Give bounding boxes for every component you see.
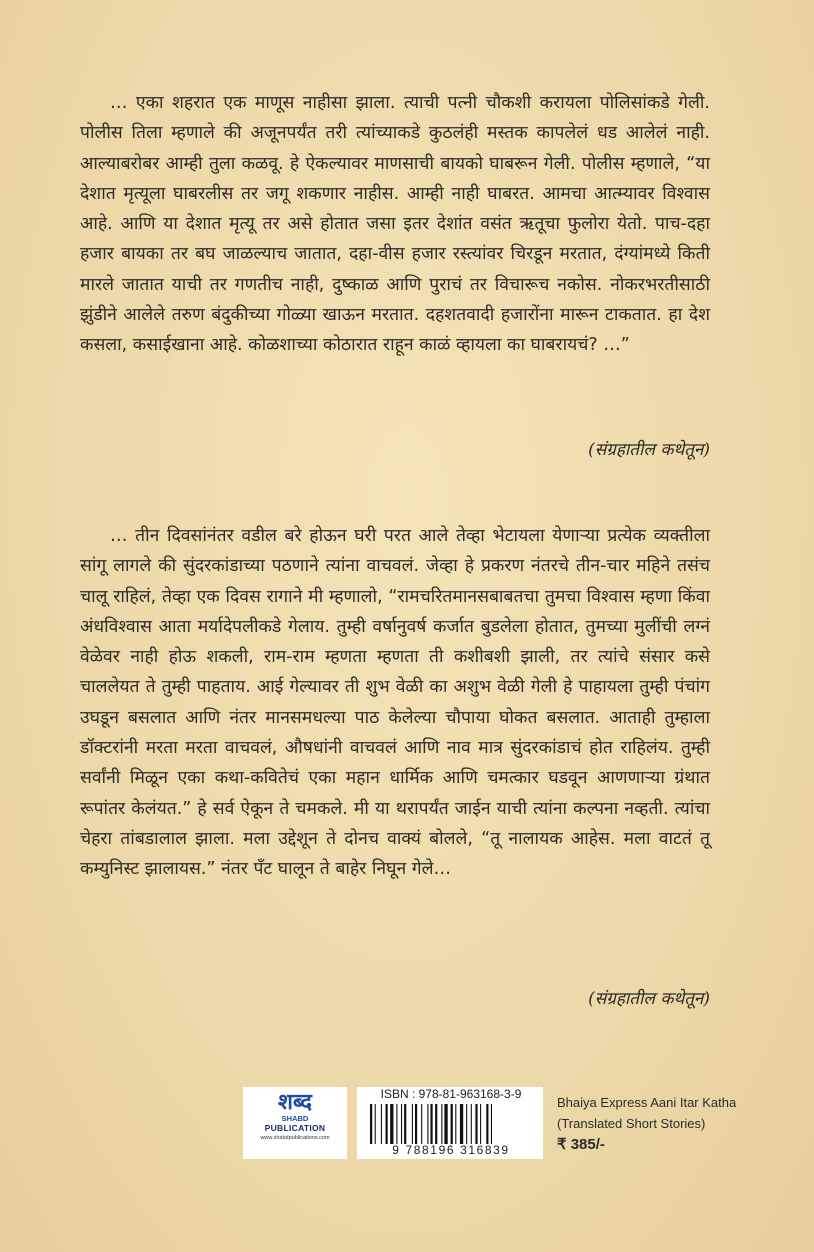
- isbn-barcode: [357, 1087, 543, 1159]
- publisher-logo-glyph: शब्द: [278, 1089, 312, 1115]
- story-excerpt-2: [80, 521, 710, 885]
- barcode-bars-icon: [370, 1104, 530, 1144]
- excerpt-text: … तीन दिवसांनंतर वडील बरे होऊन घरी परत आले तेव्हा भेटायला येणाऱ्या प्रत्येक व्यक्तीला सांगू लागले की सुंदरकांडाच्या पठणाने त्यांना वाचवलं. जेव्हा हे प्रकरण नंतरचे तीन-चार महिने तसंच चालू राहिलं, तेव्हा एक दिवस रागाने मी म्हणालो, “रामचरितमानसबाबतचा तुमचा विश्वास म्हणा किंवा अंधविश्वास आता मर्यादेपलीकडे गेलाय. तुम्ही वर्षानुवर्ष कर्जात बुडलेला होतात, तुमच्या मुलींची लग्नं वेळेवर नाही होऊ शकली, राम-राम म्हणता म्हणता ती कशीबशी झाली, तर त्यांचे संसार कसे चाललेयत ते तुम्ही पाहताय. आई गेल्यावर ती शुभ वेळी का अशुभ वेळी गेली हे पाहायला तुम्ही पंचांग उघडून बसलात आणि नंतर मानसमधल्या पाठ केलेल्या चौपाया घोकत बसलात. आताही तुम्हाला डॉक्टरांनी मरता मरता वाचवलं, औषधांनी वाचवलं आणि नाव मात्र सुंदरकांडाचं होत राहिलंय. तुम्ही सर्वांनी मिळून एका कथा-कवितेचं एका महान धार्मिक आणि चमत्कार घडवून आणणाऱ्या ग्रंथात रूपांतर केलंयत.” हे सर्व ऐकून ते चमकले. मी या थरापर्यंत जाईन याची त्यांना कल्पना नव्हती. त्यांचा चेहरा तांबडालाल झाला. मला उद्देशून ते दोनच वाक्यं बोलले, “तू नालायक आहेस. मला वाटतं तू कम्युनिस्ट झालायस.” नंतर पँट घालून ते बाहेर निघून गेले…: [80, 526, 710, 880]
- publisher-url: www.shabdpublications.com: [260, 1135, 330, 1141]
- excerpt-source-1: (संग्रहातील कथेतून): [588, 440, 710, 460]
- book-info: [557, 1092, 736, 1155]
- barcode-digits: 9 788196 316839: [392, 1143, 510, 1157]
- publisher-line2: PUBLICATION: [264, 1123, 326, 1133]
- book-title: Bhaiya Express Aani Itar Katha: [557, 1095, 737, 1110]
- book-subtitle: (Translated Short Stories): [557, 1116, 706, 1131]
- publisher-name: SHABD: [281, 1114, 309, 1123]
- isbn-label: ISBN : 978-81-963168-3-9: [380, 1087, 522, 1101]
- publisher-logo: [243, 1087, 347, 1159]
- excerpt-source-2: (संग्रहातील कथेतून): [588, 989, 710, 1009]
- story-excerpt-1: [80, 88, 710, 361]
- book-price: ₹ 385/-: [557, 1136, 605, 1153]
- excerpt-text: … एका शहरात एक माणूस नाहीसा झाला. त्याची पत्नी चौकशी करायला पोलिसांकडे गेली. पोलीस तिला म्हणाले की अजूनपर्यंत तरी त्यांच्याकडे कुठलंही मस्तक कापलेलं धड आलेलं नाही. आल्याबरोबर आम्ही तुला कळवू. हे ऐकल्यावर माणसाची बायको घाबरून गेली. पोलीस म्हणाले, “या देशात मृत्यूला घाबरलीस तर जगू शकणार नाहीस. आम्ही नाही घाबरत. आमचा आत्म्यावर विश्वास आहे. आणि या देशात मृत्यू तर असे होतात जसा इतर देशांत वसंत ऋतूचा फुलोरा येतो. पाच-दहा हजार बायका तर बघ जाळल्याच जातात, दहा-वीस हजार रस्त्यांवर चिरडून मरतात, दंग्यांमध्ये किती मारले जातात याची तर गणतीच नाही, दुष्काळ आणि पुराचं तर विचारूच नकोस. नोकरभरतीसाठी झुंडीने आलेले तरुण बंदुकीच्या गोळ्या खाऊन मरतात. दहशतवादी हजारोंना मारून टाकतात. हा देश कसला, कसाईखाना आहे. कोळशाच्या कोठारात राहून काळं व्हायला का घाबरायचं? …”: [80, 93, 710, 356]
